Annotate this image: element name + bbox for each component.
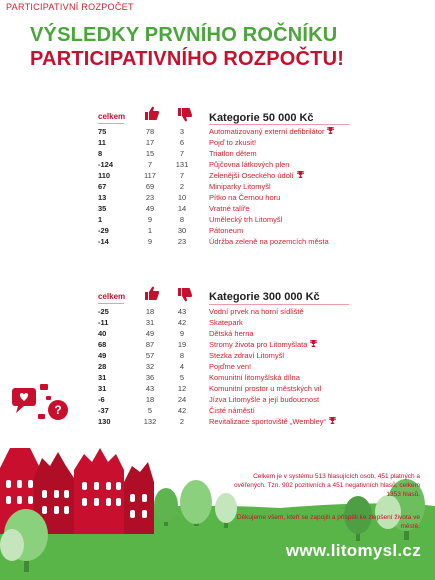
total-votes: -25 xyxy=(98,307,109,316)
negative-votes: 30 xyxy=(177,226,187,235)
positive-votes: 32 xyxy=(145,362,155,371)
thank-you-note: Děkujeme všem, kteří se zapojili a přispěli ke zlepšení života ve městě. xyxy=(236,514,420,530)
negative-votes: 5 xyxy=(179,373,185,382)
negative-votes: 4 xyxy=(179,362,185,371)
svg-text:?: ? xyxy=(54,403,62,417)
project-name xyxy=(209,203,250,214)
result-row xyxy=(98,372,418,383)
negative-votes: 3 xyxy=(179,127,185,136)
project-name-text: Vodní prvek na horní sídliště xyxy=(209,307,304,316)
project-name-text: Pátoneum xyxy=(209,226,244,235)
negative-votes: 7 xyxy=(179,149,185,158)
thumbs-down-icon xyxy=(178,288,192,307)
title-line-2: PARTICIPATIVNÍHO ROZPOČTU! xyxy=(30,48,345,70)
negative-votes: 10 xyxy=(177,193,187,202)
total-votes: 13 xyxy=(98,193,107,202)
trophy-icon xyxy=(327,129,334,136)
positive-votes: 69 xyxy=(145,182,155,191)
negative-votes: 24 xyxy=(177,395,187,404)
project-name-text: Dětská herna xyxy=(209,329,254,338)
category-title: Kategorie 50 000 Kč xyxy=(209,112,314,124)
trophy-icon xyxy=(297,173,304,180)
result-row xyxy=(98,350,418,361)
title-line-1: VÝSLEDKY PRVNÍHO ROČNÍKU xyxy=(30,24,338,46)
project-name xyxy=(209,405,255,416)
result-row xyxy=(98,170,418,181)
project-name-text: Komunitní litomyšlská dílna xyxy=(209,373,300,382)
total-votes: 28 xyxy=(98,362,107,371)
project-name-text: Pítko na Černou horu xyxy=(209,193,281,202)
positive-votes: 17 xyxy=(145,138,155,147)
negative-votes: 43 xyxy=(177,307,187,316)
total-votes: 40 xyxy=(98,329,107,338)
result-row xyxy=(98,159,418,170)
project-name-text: Revitalizace sportoviště „Wembley“ xyxy=(209,417,326,426)
positive-votes: 87 xyxy=(145,340,155,349)
positive-votes: 43 xyxy=(145,384,155,393)
positive-votes: 18 xyxy=(145,307,155,316)
positive-votes: 49 xyxy=(145,329,155,338)
result-row xyxy=(98,192,418,203)
website-link[interactable]: www.litomysl.cz xyxy=(285,541,421,560)
project-name xyxy=(209,225,243,236)
negative-votes: 42 xyxy=(177,318,187,327)
result-row xyxy=(98,203,418,214)
total-votes: -6 xyxy=(98,395,105,404)
project-name-text: Triatlon dětem xyxy=(209,149,257,158)
negative-votes: 12 xyxy=(177,384,187,393)
thumbs-up-icon xyxy=(145,286,159,305)
project-name xyxy=(209,350,284,361)
project-name-text: Komunitní prostor u městských vil xyxy=(209,384,322,393)
positive-votes: 49 xyxy=(145,204,155,213)
positive-votes: 9 xyxy=(147,237,153,246)
positive-votes: 7 xyxy=(147,160,153,169)
project-name-text: Automatizovaný externí defibrilátor xyxy=(209,127,325,136)
negative-votes: 131 xyxy=(175,160,189,169)
category-section-300k xyxy=(98,284,418,444)
project-name-text: Pojďme ven! xyxy=(209,362,252,371)
project-name xyxy=(209,137,256,148)
positive-votes: 57 xyxy=(145,351,155,360)
negative-votes: 23 xyxy=(177,237,187,246)
positive-votes: 9 xyxy=(147,215,153,224)
project-name-text: Vratné talíře xyxy=(209,204,250,213)
result-row xyxy=(98,405,418,416)
divider xyxy=(98,303,124,304)
column-header-total: celkem xyxy=(98,112,126,121)
result-row xyxy=(98,225,418,236)
positive-votes: 23 xyxy=(145,193,155,202)
project-name-text: Údržba zeleně na pozemcích města xyxy=(209,237,329,246)
total-votes: 75 xyxy=(98,127,107,136)
project-name-text: Zelenější Oseckého údolí xyxy=(209,171,294,180)
result-row xyxy=(98,383,418,394)
project-name-text: Stezka zdraví Litomyšl xyxy=(209,351,285,360)
total-votes: 31 xyxy=(98,373,107,382)
result-row xyxy=(98,339,418,350)
divider xyxy=(98,123,124,124)
result-row xyxy=(98,394,418,405)
total-votes: 68 xyxy=(98,340,107,349)
negative-votes: 6 xyxy=(179,138,185,147)
total-votes: -14 xyxy=(98,237,109,246)
project-name xyxy=(209,394,319,405)
project-name xyxy=(209,372,300,383)
thumbs-down-icon xyxy=(178,108,192,127)
negative-votes: 42 xyxy=(177,406,187,415)
page-header-label: PARTICIPATIVNÍ ROZPOČET xyxy=(6,2,134,12)
total-votes: 31 xyxy=(98,384,107,393)
result-row xyxy=(98,416,418,427)
voting-statistics: Celkem je v systému 513 hlasujících osob, 451 platných a ověřených. Tzn. 902 pozitivních a 451 negativních hlasů, celkem 1353 hlasů. xyxy=(234,473,420,498)
project-name xyxy=(209,317,243,328)
result-row xyxy=(98,137,418,148)
trophy-icon xyxy=(329,419,336,426)
total-votes: 1 xyxy=(98,215,103,224)
result-row xyxy=(98,317,418,328)
negative-votes: 2 xyxy=(179,417,185,426)
negative-votes: 14 xyxy=(177,204,187,213)
total-votes: 49 xyxy=(98,351,107,360)
project-name xyxy=(209,181,271,192)
project-name xyxy=(209,361,251,372)
project-name-text: Stromy života pro Litomyšlata xyxy=(209,340,308,349)
category-section-50k xyxy=(98,106,418,266)
category-title: Kategorie 300 000 Kč xyxy=(209,291,320,303)
project-name xyxy=(209,192,280,203)
project-name-text: Umělecký trh Litomyšl xyxy=(209,215,283,224)
positive-votes: 18 xyxy=(145,395,155,404)
result-row xyxy=(98,181,418,192)
project-name xyxy=(209,416,336,428)
divider xyxy=(209,304,349,305)
column-header-total: celkem xyxy=(98,292,126,301)
project-name-text: Čisté náměstí xyxy=(209,406,255,415)
total-votes: 8 xyxy=(98,149,103,158)
project-name-text: Miniparky Litomyšl xyxy=(209,182,271,191)
project-name xyxy=(209,148,257,159)
total-votes: 35 xyxy=(98,204,107,213)
project-name xyxy=(209,236,329,247)
negative-votes: 2 xyxy=(179,182,185,191)
negative-votes: 19 xyxy=(177,340,187,349)
positive-votes: 5 xyxy=(147,406,153,415)
positive-votes: 1 xyxy=(147,226,153,235)
result-row xyxy=(98,361,418,372)
project-name xyxy=(209,159,289,170)
positive-votes: 78 xyxy=(145,127,155,136)
project-name-text: Pojď to zkusit! xyxy=(209,138,257,147)
total-votes: 130 xyxy=(98,417,111,426)
result-row xyxy=(98,328,418,339)
result-row xyxy=(98,236,418,247)
result-row xyxy=(98,306,418,317)
project-name-text: Jízva Litomyšle a její budoucnost xyxy=(209,395,320,404)
result-row xyxy=(98,148,418,159)
negative-votes: 8 xyxy=(179,215,185,224)
total-votes: 67 xyxy=(98,182,107,191)
project-name-text: Skatepark xyxy=(209,318,243,327)
positive-votes: 132 xyxy=(143,417,157,426)
project-name xyxy=(209,306,304,317)
positive-votes: 15 xyxy=(145,149,155,158)
total-votes: -124 xyxy=(98,160,114,169)
thumbs-up-icon xyxy=(145,106,159,125)
divider xyxy=(209,124,349,125)
result-row xyxy=(98,126,418,137)
project-name xyxy=(209,383,321,394)
project-name xyxy=(209,214,282,225)
positive-votes: 31 xyxy=(145,318,155,327)
project-name-text: Půjčovna látkových plen xyxy=(209,160,290,169)
total-votes: -11 xyxy=(98,318,109,327)
total-votes: -37 xyxy=(98,406,109,415)
negative-votes: 7 xyxy=(179,171,185,180)
positive-votes: 117 xyxy=(144,171,156,180)
speech-bubble-icon xyxy=(12,384,68,420)
total-votes: 11 xyxy=(98,138,106,147)
trophy-icon xyxy=(310,342,317,349)
negative-votes: 8 xyxy=(179,351,185,360)
positive-votes: 36 xyxy=(145,373,155,382)
project-name xyxy=(209,328,254,339)
total-votes: 110 xyxy=(98,171,111,180)
result-row xyxy=(98,214,418,225)
negative-votes: 9 xyxy=(179,329,185,338)
total-votes: -29 xyxy=(98,226,109,235)
